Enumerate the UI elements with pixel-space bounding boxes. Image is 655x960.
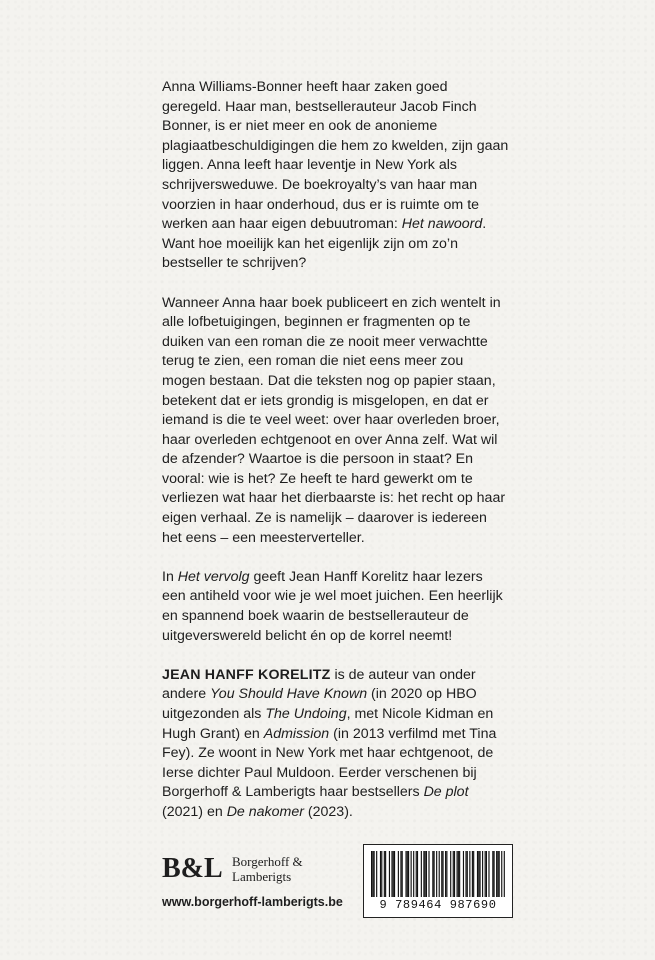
barcode-bar — [391, 851, 392, 897]
barcode-bar — [384, 851, 385, 897]
barcode-bars — [371, 851, 505, 897]
barcode-bar — [402, 851, 403, 897]
author-name: JEAN HANFF KORELITZ — [162, 666, 331, 683]
barcode-bar — [423, 851, 424, 897]
barcode-bar — [426, 851, 427, 897]
barcode-bar — [445, 851, 446, 897]
barcode-bar — [459, 851, 460, 897]
barcode-bar — [381, 851, 382, 897]
barcode-bar — [486, 851, 487, 897]
publisher-logo — [162, 852, 362, 888]
barcode-bar — [393, 851, 394, 897]
barcode-bar — [499, 851, 500, 897]
barcode-bar — [380, 851, 381, 897]
barcode-bar — [425, 851, 426, 897]
barcode-bar — [494, 851, 495, 897]
barcode-bar — [408, 851, 409, 897]
isbn-number: 9 789464 987690 — [379, 898, 497, 912]
italic-title: Het vervolg — [177, 568, 250, 585]
publisher-website: www.borgerhoff-lamberigts.be — [162, 895, 343, 909]
barcode-bar — [485, 851, 486, 897]
barcode-bar — [411, 851, 412, 897]
barcode-bar — [400, 851, 401, 897]
text-run: (in 2013 verfilmd met Tina Fey). Ze woont in New York met haar echtgenoot, de Ierse dichter Paul Muldoon. Eerder verschenen bij Borgerhoff & Lamberigts haar bestsellers — [162, 725, 497, 801]
text-run: (in 2020 op HBO uitgezonden als — [162, 686, 477, 722]
barcode-bar — [454, 851, 455, 897]
barcode-bar — [457, 851, 458, 897]
barcode-bar — [477, 851, 478, 897]
barcode-bar — [492, 851, 493, 897]
text-run: Wanneer Anna haar boek publiceert en zich wentelt in alle lofbetuigingen, beginnen er fragmenten op te duiken van een roman die ze nooit meer verwachtte terug te zien, een roman die niet eens meer zou mogen bestaan. Dat die teksten nog op papier staan, betekent dat er iets grondig is misgelopen, en dat er iemand is die te veel weet: over haar overleden broer, haar overleden echtgenoot en over Anna zelf. Wat wil de afzender? Waartoe is die persoon in staat? En vooral: wie is het? Ze heeft te hard gewerkt om te verliezen wat haar het dierbaarste is: het recht op haar eigen verhaal. Ze is namelijk – daarover is iedereen het eens – een meesterverteller. — [162, 294, 506, 546]
barcode-bar — [488, 851, 489, 897]
barcode-bar — [496, 851, 497, 897]
barcode-bar — [441, 851, 442, 897]
publisher-name — [232, 854, 303, 884]
blurb-paragraph-2 — [162, 294, 510, 549]
blurb-paragraph-1 — [162, 78, 510, 274]
barcode-bar — [439, 851, 440, 897]
text-run: (2023). — [303, 803, 353, 820]
barcode-bar — [394, 851, 395, 897]
barcode-bar — [376, 851, 377, 897]
text-run: Anna Williams-Bonner heeft haar zaken goed geregeld. Haar man, bestsellerauteur Jacob Finch Bonner, is er niet meer en ook de anonieme plagiaatbeschuldigingen die hem zo kwelden, zijn gaan liggen. Anna leeft haar leventje in New York als schrijversweduwe. De boekroyalty’s van haar man voorzien in haar onderhoud, dus er is ruimte om te werken aan haar eigen debuutroman: — [162, 79, 509, 233]
barcode-bar — [389, 851, 390, 897]
barcode-bar — [465, 851, 466, 897]
italic-title: Het nawoord — [401, 216, 483, 233]
barcode-bar — [407, 851, 408, 897]
text-run: is de auteur van onder andere — [162, 666, 476, 703]
barcode-bar — [374, 851, 375, 897]
text-run: , met Nicole Kidman en Hugh Grant) en — [162, 706, 494, 742]
barcode-bar — [398, 851, 399, 897]
publisher-name-line-1: Borgerhoff & — [232, 854, 303, 869]
text-run: . Want hoe moeilijk kan het eigenlijk zijn om zo’n bestseller te schrijven? — [162, 216, 487, 272]
text-run: In — [162, 568, 178, 585]
barcode-bar — [371, 851, 372, 897]
barcode-bar — [469, 851, 470, 897]
barcode-bar — [416, 851, 417, 897]
barcode-bar — [421, 851, 422, 897]
barcode-bar — [473, 851, 474, 897]
barcode-bar — [497, 851, 498, 897]
barcode-bar — [472, 851, 473, 897]
barcode-bar — [482, 851, 483, 897]
italic-title: Admission — [263, 725, 330, 742]
barcode-bar — [442, 851, 443, 897]
author-bio — [162, 666, 510, 823]
barcode-bar — [428, 851, 429, 897]
barcode-bar — [504, 851, 505, 897]
italic-title: De plot — [423, 784, 469, 801]
barcode-bar — [434, 851, 435, 897]
publisher-logo-mark: B&L — [162, 853, 223, 884]
barcode-bar — [478, 851, 479, 897]
blurb-paragraph-3 — [162, 568, 510, 646]
barcode-bar — [413, 851, 414, 897]
barcode-bar — [385, 851, 386, 897]
barcode-bar — [458, 851, 459, 897]
barcode-bar — [479, 851, 480, 897]
barcode-bar — [436, 851, 437, 897]
barcode-bar — [372, 851, 373, 897]
text-run: geeft Jean Hanff Korelitz haar lezers een antiheld voor wie je wel moet juichen. Een heerlijk en spannend boek waarin de bestsellerauteur de uitgeverswereld belicht én op de korrel neemt! — [162, 568, 503, 644]
barcode-bar — [501, 851, 502, 897]
barcode-bar — [453, 851, 454, 897]
text-run: (2021) en — [162, 803, 227, 820]
isbn-barcode — [363, 844, 513, 918]
italic-title: The Undoing — [265, 706, 347, 722]
barcode-bar — [446, 851, 447, 897]
barcode-bar — [432, 851, 433, 897]
back-cover-text — [162, 78, 510, 842]
italic-title: You Should Have Known — [210, 686, 368, 703]
barcode-bar — [417, 851, 418, 897]
barcode-bar — [405, 851, 406, 897]
barcode-bar — [463, 851, 464, 897]
publisher-name-line-2: Lamberigts — [232, 869, 292, 884]
barcode-bar — [450, 851, 451, 897]
italic-title: De nakomer — [226, 803, 304, 820]
barcode-bar — [467, 851, 468, 897]
